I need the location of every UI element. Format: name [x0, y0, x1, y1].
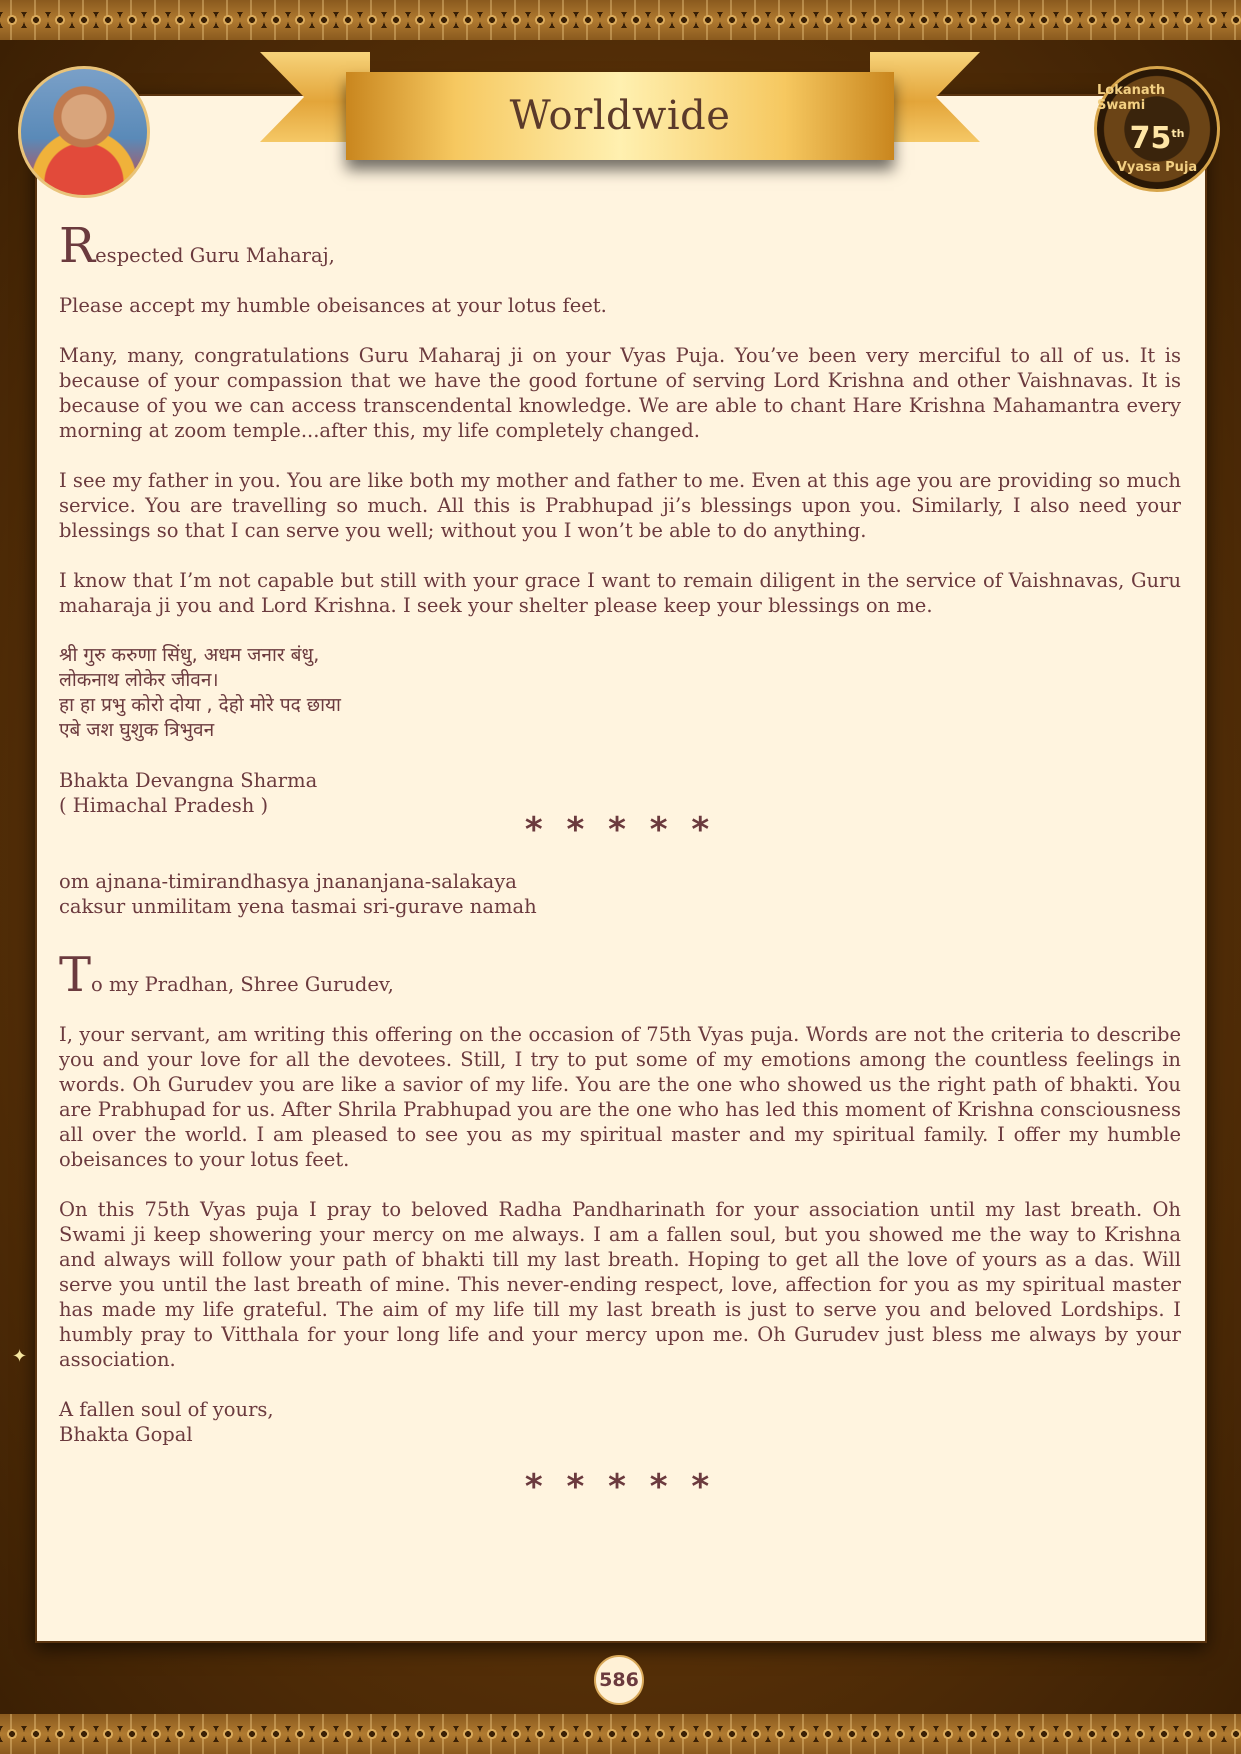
letter1-dropcap: R — [59, 218, 96, 274]
badge-top-text: Lokanath Swami — [1097, 83, 1166, 113]
mantra — [59, 869, 1181, 919]
page-title: Worldwide — [509, 93, 731, 139]
guru-portrait — [18, 66, 150, 198]
mantra-line: om ajnana-timirandhasya jnananjana-salakaya — [59, 870, 517, 893]
letter2-paragraph: I, your servant, am writing this offering on the occasion of 75th Vyas puja. Words are not the criteria to describe you and your love for all the devotees. Still, I try to put some of my emotions among the countless feelings in words. Oh Gurudev you are like a savior of my life. You are the one who showed us the right path of bhakti. You are Prabhupad for us. After Shrila Prabhupad you are the one who has led this moment of Krishna consciousness all over the world. I am pleased to see you as my spiritual master and my spiritual family. I offer my humble obeisances to your lotus feet. — [59, 1023, 1181, 1171]
signature-closing: A fallen soul of yours, — [59, 1398, 274, 1421]
vyasa-puja-75-badge — [1094, 66, 1220, 192]
letter2-signature — [59, 1397, 1181, 1447]
letter2-dropcap: T — [59, 947, 92, 1003]
hindi-line: श्री गुरु करुणा सिंधु, अधम जनार बंधु, — [59, 644, 320, 666]
hindi-line: हा हा प्रभु कोरो दोया , देहो मोरे पद छाया — [59, 694, 341, 716]
page-number: 586 — [594, 1655, 644, 1705]
badge-bottom-text: Vyasa Puja — [1116, 160, 1198, 175]
bottom-decorative-border — [0, 1714, 1241, 1754]
signature-name: Bhakta Devangna Sharma — [59, 769, 318, 792]
separator-stars: * * * * * — [524, 810, 716, 850]
letter1-paragraph: Many, many, congratulations Guru Maharaj ji on your Vyas Puja. You’ve been very merciful to all of us. It is because of your compassion that we have the good fortune of serving Lord Krishna and other Vaishnavas. It is because of you we can access transcendental knowledge. We are able to chant Hare Krishna Mahamantra every morning at zoom temple...after this, my life completely changed. — [59, 344, 1181, 442]
ribbon-banner — [346, 72, 894, 160]
sparkle-icon: ✦ — [12, 1346, 28, 1367]
title-ribbon — [260, 52, 980, 172]
hindi-line: एबे जश घुशुक त्रिभुवन — [59, 719, 215, 741]
letter1-salutation: Respected Guru Maharaj, — [59, 218, 335, 274]
top-decorative-border — [0, 0, 1241, 40]
letter2-paragraph: On this 75th Vyas puja I pray to beloved Radha Pandharinath for your association until my last breath. Oh Swami ji keep showering your mercy on me always. I am a fallen soul, but you showed me the way to Krishna and always will follow your path of bhakti till my last breath. Hoping to get all the love of yours as a das. Will serve you until the last breath of mine. This never-ending respect, love, affection for you as my spiritual master has made my life grateful. The aim of my life till my last breath is just to serve you and beloved Lordships. I humbly pray to Vitthala for your long life and your mercy upon me. Oh Gurudev just bless me always by your association. — [59, 1198, 1181, 1371]
signature-name: Bhakta Gopal — [59, 1423, 193, 1446]
letter2-salutation: To my Pradhan, Shree Gurudev, — [59, 947, 394, 1003]
hindi-verse — [59, 643, 1181, 743]
letter1-paragraph: I see my father in you. You are like both my mother and father to me. Even at this age you are providing so much service. You are travelling so much. All this is Prabhupad ji’s blessings upon you. Similarly, I also need your blessings so that I can serve you well; without you I won’t be able to do anything. — [59, 469, 1181, 542]
separator-stars: * * * * * — [524, 1467, 716, 1507]
hindi-line: लोकनाथ लोकेर जीवन। — [59, 669, 219, 691]
mantra-line: caksur unmilitam yena tasmai sri-gurave namah — [59, 895, 537, 918]
letter-content — [59, 218, 1181, 1507]
signature-location: ( Himachal Pradesh ) — [59, 794, 269, 817]
letter1-paragraph: I know that I’m not capable but still with your grace I want to remain diligent in the service of Vaishnavas, Guru maharaja ji you and Lord Krishna. I seek your shelter please keep your blessings on me. — [59, 569, 1181, 617]
letter1-paragraph: Please accept my humble obeisances at your lotus feet. — [59, 294, 607, 317]
badge-number: 75th — [1129, 121, 1185, 156]
